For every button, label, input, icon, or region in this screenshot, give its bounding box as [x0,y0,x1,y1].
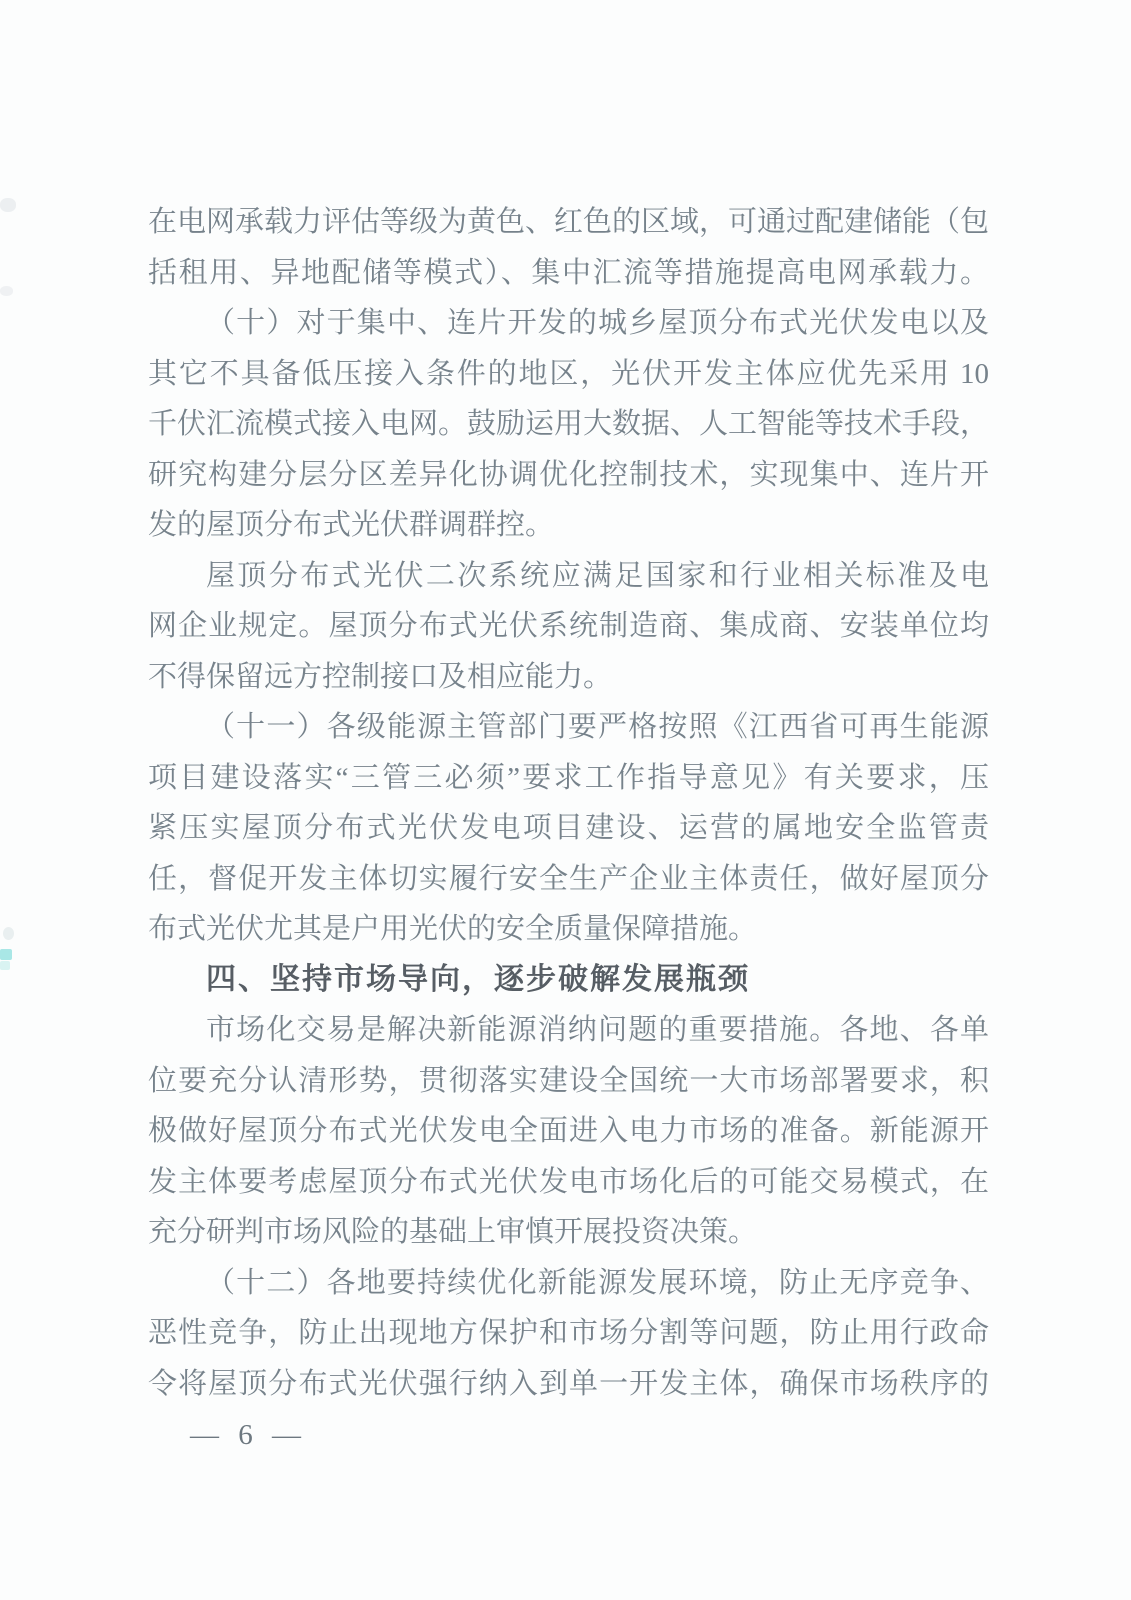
text-line: （十二）各地要持续优化新能源发展环境，防止无序竞争、 [206,1266,989,1299]
text-line: （十一）各级能源主管部门要严格按照《江西省可再生能源 [206,711,989,743]
text-line: 屋顶分布式光伏二次系统应满足国家和行业相关标准及电 [206,559,989,592]
section-heading: 四、坚持市场导向，逐步破解发展瓶颈 [206,962,750,996]
scan-artifact [0,198,16,212]
text-line: 任，督促开发主体切实履行安全生产企业主体责任，做好屋顶分 [148,862,989,895]
scan-artifact [0,961,10,970]
text-line: 项目建设落实“三管三必须”要求工作指导意见》有关要求，压 [148,761,989,794]
text-line: 市场化交易是解决新能源消纳问题的重要措施。各地、各单 [206,1014,989,1046]
text-line: （十）对于集中、连片开发的城乡屋顶分布式光伏发电以及 [206,307,989,339]
scan-artifact [0,949,12,960]
text-line: 在电网承载力评估等级为黄色、红色的区域，可通过配建储能（包 [148,206,990,238]
text-line: 其它不具备低压接入条件的地区，光伏开发主体应优先采用 10 [148,357,989,390]
text-line: 布式光伏尤其是户用光伏的安全质量保障措施。 [148,913,758,945]
text-line: 极做好屋顶分布式光伏发电全面进入电力市场的准备。新能源开 [148,1115,989,1147]
text-line: 紧压实屋顶分布式光伏发电项目建设、运营的属地安全监管责 [148,812,989,844]
text-line: 恶性竞争，防止出现地方保护和市场分割等问题，防止用行政命 [148,1317,989,1349]
text-line: 发主体要考虑屋顶分布式光伏发电市场化后的可能交易模式，在 [148,1165,989,1198]
text-line: 位要充分认清形势，贯彻落实建设全国统一大市场部署要求，积 [148,1064,989,1097]
scan-artifact [3,927,14,940]
page-number: — 6 — [190,1419,307,1451]
document-text-block [148,197,989,1409]
text-line: 研究构建分层分区差异化协调优化控制技术，实现集中、连片开 [148,458,989,491]
text-line: 括租用、异地配储等模式）、集中汇流等措施提高电网承载力。 [148,256,989,289]
text-line: 不得保留远方控制接口及相应能力。 [148,660,613,693]
text-line: 令将屋顶分布式光伏强行纳入到单一开发主体，确保市场秩序的 [148,1367,989,1400]
text-line: 发的屋顶分布式光伏群调群控。 [148,509,555,541]
text-line: 网企业规定。屋顶分布式光伏系统制造商、集成商、安装单位均 [148,610,989,642]
text-line: 充分研判市场风险的基础上审慎开展投资决策。 [148,1216,758,1248]
scan-artifact [0,286,13,296]
text-line: 千伏汇流模式接入电网。鼓励运用大数据、人工智能等技术手段， [148,408,990,440]
